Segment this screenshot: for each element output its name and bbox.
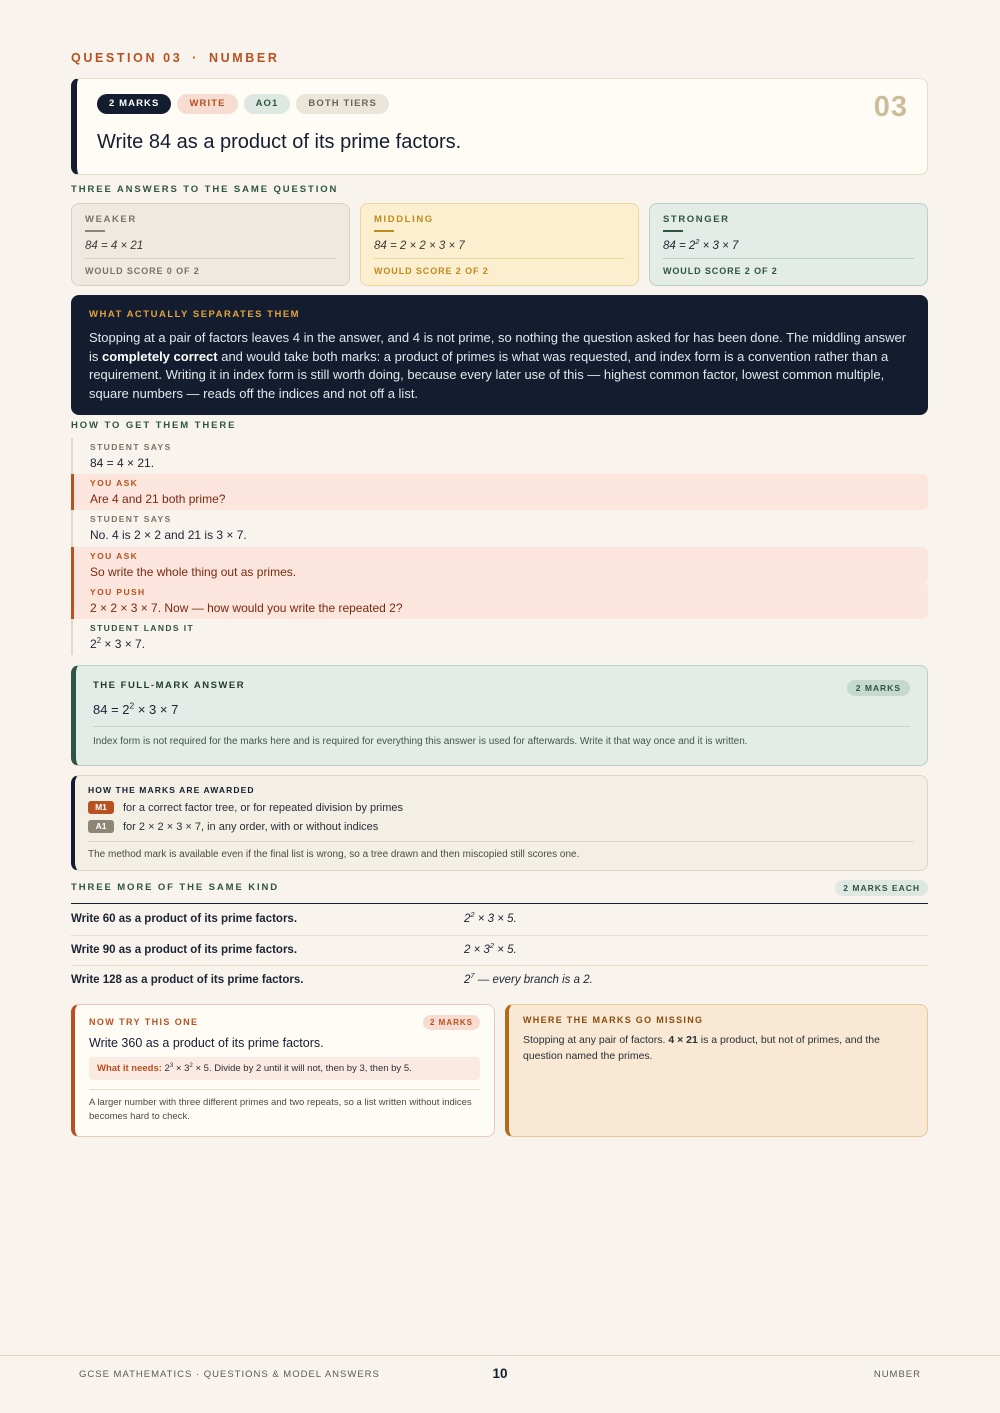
hint-label: What it needs: <box>97 1063 162 1074</box>
try-this-badge: 2 MARKS <box>423 1015 480 1030</box>
mark-description: for 2 × 2 × 3 × 7, in any order, with or without indices <box>123 820 379 833</box>
full-mark-value-base: 84 = 2 <box>93 702 130 717</box>
marks-missing-label: WHERE THE MARKS GO MISSING <box>523 1015 704 1025</box>
dialogue-turn <box>71 510 928 547</box>
footer-book-title: GCSE MATHEMATICS · QUESTIONS & MODEL ANSWERS <box>79 1369 380 1380</box>
weaker-value: 84 = 4 × 21 <box>85 240 336 259</box>
separates-text-bold: completely correct <box>102 348 218 364</box>
hint-base: 2 <box>161 1063 170 1074</box>
weaker-label: WEAKER <box>85 214 137 225</box>
answer-base: 2 <box>464 974 471 986</box>
hint-mid: × 3 <box>173 1063 190 1074</box>
try-this-label: NOW TRY THIS ONE <box>89 1017 199 1027</box>
marks-missing-text <box>523 1033 913 1064</box>
mark-description: for a correct factor tree, or for repeated division by primes <box>123 801 404 814</box>
mark-scheme-label: HOW THE MARKS ARE AWARDED <box>88 785 255 795</box>
answer-rest: × 5. <box>494 943 517 956</box>
turn-speaker: YOU ASK <box>90 478 139 488</box>
stronger-rule <box>663 230 683 232</box>
dialogue-turn <box>71 619 928 655</box>
more-questions-label: THREE MORE OF THE SAME KIND <box>71 882 280 893</box>
answer-rest: × 3 × 5. <box>474 913 517 925</box>
stronger-value <box>663 237 914 259</box>
full-mark-label: THE FULL-MARK ANSWER <box>93 680 246 691</box>
answer-base: 2 <box>464 913 471 925</box>
more-questions-list <box>71 905 928 997</box>
full-mark-value-index: 2 <box>129 700 135 711</box>
dialogue-turn <box>71 547 928 583</box>
dialogue <box>71 438 928 655</box>
question-card <box>71 78 928 175</box>
turn-speaker: YOU PUSH <box>90 587 146 597</box>
full-mark-value <box>93 702 910 727</box>
missing-text-b: is a product, but not of primes, and the question named the primes. <box>523 1034 880 1062</box>
turn-text: Are 4 and 21 both prime? <box>90 492 226 506</box>
stronger-answer-card <box>649 203 928 286</box>
middling-score: WOULD SCORE 2 OF 2 <box>374 266 489 276</box>
mark-row <box>88 820 914 833</box>
separates-label: WHAT ACTUALLY SEPARATES THEM <box>89 309 301 320</box>
full-mark-answer-card <box>71 665 928 766</box>
dialogue-turn <box>71 474 928 510</box>
separates-panel <box>71 295 928 415</box>
turn-text: So write the whole thing out as primes. <box>90 565 297 579</box>
accuracy-mark-tag: A1 <box>88 820 114 833</box>
middling-answer-card <box>360 203 639 286</box>
stronger-value-rest: × 3 × 7 <box>699 240 739 252</box>
turn-text-index: 2 <box>96 636 102 645</box>
separates-text-b: and would take both marks: a product of primes is what was requested, and index form is a convention rather than a requirement. Writing it in index form is still worth doing, because every later use of this — highest common factor, lowest common multiple, square numbers — reads off the indices and not off a list. <box>89 348 889 401</box>
missing-text-a: Stopping at any pair of factors. <box>523 1034 669 1046</box>
full-mark-note: Index form is not required for the marks here and is required for everything this answer is used for afterwards. Write it that way once and it is written. <box>93 736 748 747</box>
missing-text-bold: 4 × 21 <box>668 1034 698 1046</box>
answer-base: 2 × 3 <box>464 943 490 956</box>
more-questions-header <box>71 880 928 904</box>
dialogue-turn <box>71 438 928 474</box>
topic-label: NUMBER <box>209 51 280 65</box>
more-question-answer <box>464 940 517 956</box>
hint-index: 3 <box>169 1061 174 1069</box>
method-mark-tag: M1 <box>88 801 114 814</box>
mark-row <box>88 801 914 814</box>
full-mark-value-rest: × 3 × 7 <box>134 702 179 717</box>
separates-text <box>89 329 910 403</box>
hint-rest: × 5. Divide by 2 until it will not, then by 3, then by 5. <box>192 1063 412 1074</box>
eyebrow-separator: · <box>192 51 200 65</box>
turn-speaker: STUDENT LANDS IT <box>90 623 195 633</box>
turn-speaker: STUDENT SAYS <box>90 442 172 452</box>
hint-index: 2 <box>189 1061 193 1069</box>
more-question-answer <box>464 910 517 925</box>
mark-scheme-card <box>71 775 928 871</box>
middling-label: MIDDLING <box>374 214 434 225</box>
turn-text-base: 2 <box>90 637 97 651</box>
marks-chip: 2 MARKS <box>97 94 171 114</box>
answer-rest: — every branch is a 2. <box>474 974 593 986</box>
separates-text-a: Stopping at a pair of factors leaves 4 in the answer, and 4 is not prime, so nothing the question asked for has been done. The middling answer is <box>89 330 907 364</box>
stronger-value-index: 2 <box>695 237 700 247</box>
stronger-score: WOULD SCORE 2 OF 2 <box>663 266 778 276</box>
stronger-value-base: 84 = 2 <box>663 240 696 252</box>
stronger-label: STRONGER <box>663 214 730 225</box>
turn-speaker: STUDENT SAYS <box>90 514 172 524</box>
question-label: QUESTION 03 <box>71 51 183 65</box>
more-question-answer <box>464 971 593 986</box>
try-this-card <box>71 1004 495 1137</box>
more-question-row <box>71 936 928 967</box>
tier-chip: BOTH TIERS <box>296 94 389 114</box>
try-this-note: A larger number with three different primes and two repeats, so a list written without indices becomes hard to check. <box>89 1089 480 1123</box>
marks-missing-card <box>505 1004 928 1137</box>
page-number: 10 <box>492 1366 508 1381</box>
more-question-row <box>71 966 928 997</box>
more-question-text: Write 128 as a product of its prime factors. <box>71 974 304 986</box>
answers-section-label: THREE ANSWERS TO THE SAME QUESTION <box>71 184 339 195</box>
turn-text <box>90 637 912 651</box>
dialogue-turn <box>71 583 928 619</box>
middling-rule <box>374 230 394 232</box>
question-eyebrow <box>71 51 280 65</box>
mark-scheme-note: The method mark is available even if the final list is wrong, so a tree drawn and then miscopied still scores one. <box>88 841 914 860</box>
more-question-row <box>71 905 928 936</box>
turn-text: 84 = 4 × 21. <box>90 456 155 470</box>
more-questions-badge: 2 MARKS EACH <box>835 880 928 896</box>
more-question-text: Write 60 as a product of its prime factors. <box>71 913 298 925</box>
answer-index: 7 <box>470 971 475 981</box>
try-this-hint <box>89 1057 480 1080</box>
question-text: Write 84 as a product of its prime factors. <box>97 131 462 153</box>
turn-text-rest: × 3 × 7. <box>101 637 146 651</box>
middling-value: 84 = 2 × 2 × 3 × 7 <box>374 240 625 259</box>
weaker-score: WOULD SCORE 0 OF 2 <box>85 266 200 276</box>
turn-text: No. 4 is 2 × 2 and 21 is 3 × 7. <box>90 528 247 542</box>
weaker-rule <box>85 230 105 232</box>
more-question-text: Write 90 as a product of its prime factors. <box>71 943 298 956</box>
dialogue-section-label: HOW TO GET THEM THERE <box>71 420 237 431</box>
footer-section: NUMBER <box>873 1369 921 1380</box>
answer-index: 2 <box>470 910 475 920</box>
turn-speaker: YOU ASK <box>90 551 139 561</box>
try-this-question: Write 360 as a product of its prime factors. <box>89 1036 324 1050</box>
question-number: 03 <box>873 91 908 123</box>
answer-index: 2 <box>489 940 495 950</box>
question-chips <box>97 94 389 114</box>
page-footer <box>0 1355 1000 1413</box>
command-chip: WRITE <box>177 94 237 114</box>
weaker-answer-card <box>71 203 350 286</box>
turn-text: 2 × 2 × 3 × 7. Now — how would you write the repeated 2? <box>90 601 403 615</box>
full-mark-badge: 2 MARKS <box>847 680 910 696</box>
objective-chip: AO1 <box>244 94 291 114</box>
